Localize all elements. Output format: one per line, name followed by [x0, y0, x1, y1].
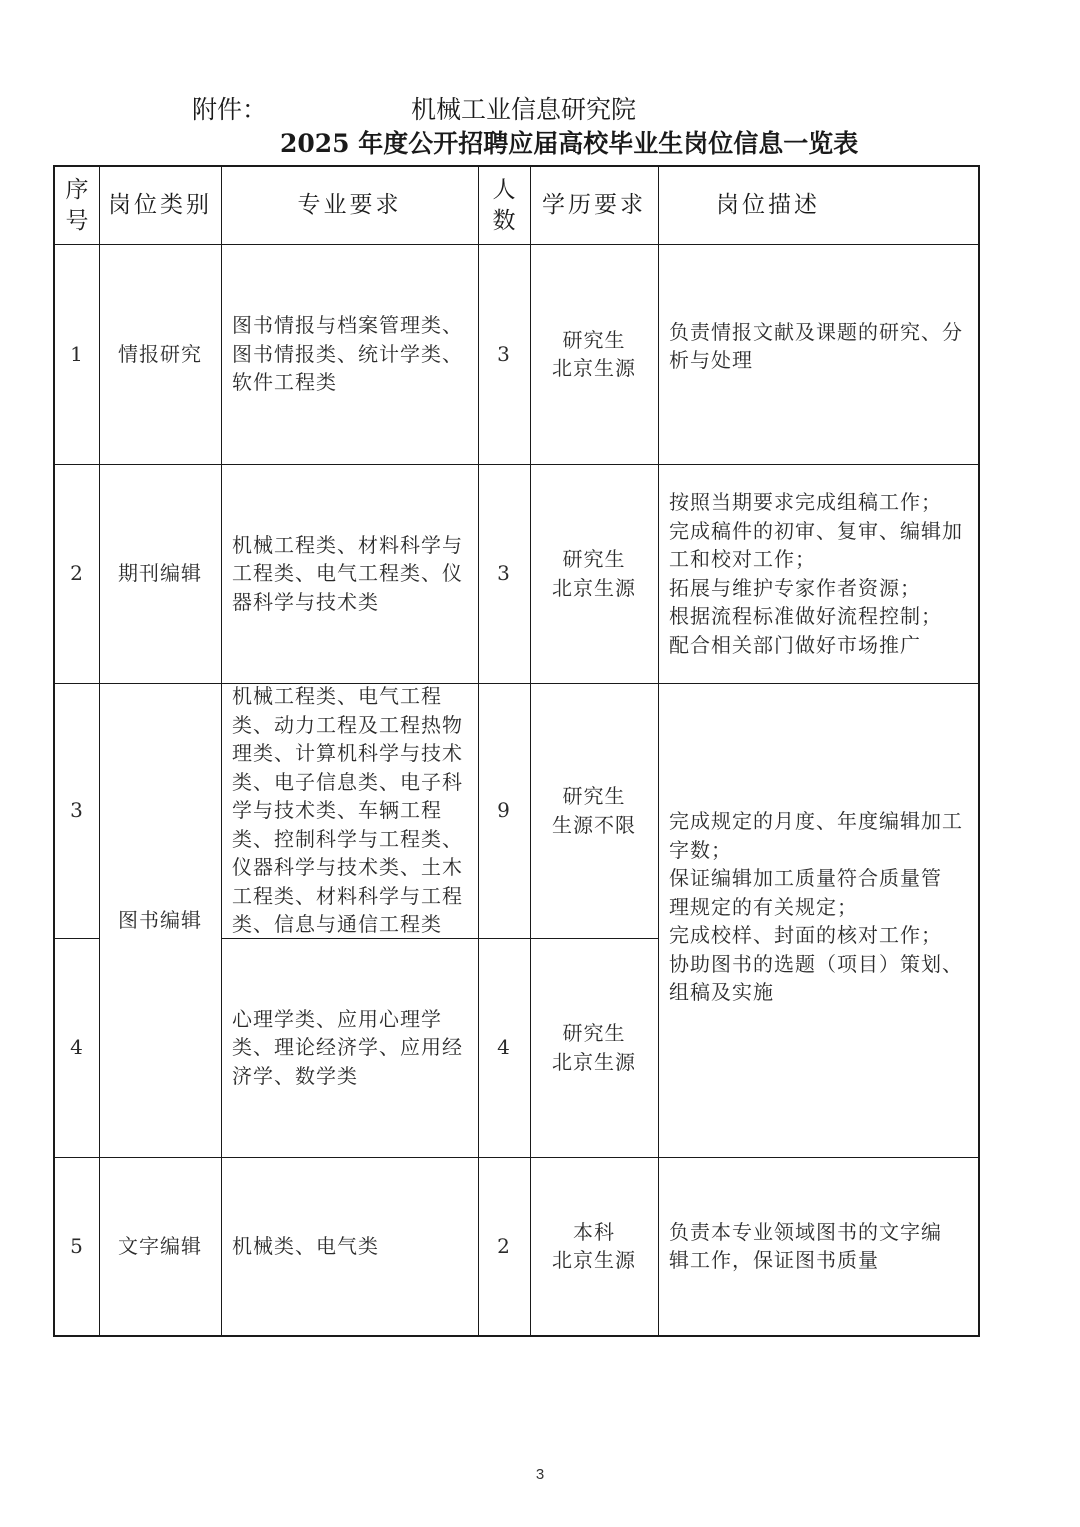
- row1-major: 图书情报与档案管理类、 图书情报类、统计学类、 软件工程类: [232, 313, 463, 395]
- row5-major: 机械类、电气类: [232, 1233, 379, 1258]
- row1-category: 情报研究: [118, 341, 202, 366]
- row4-seq: 4: [70, 1035, 84, 1060]
- row4-education: 研究生 北京生源: [552, 1021, 636, 1074]
- row1-count: 3: [497, 341, 511, 366]
- row1-description: 负责情报文献及课题的研究、分 析与处理: [669, 319, 963, 372]
- header-category: 岗位类别: [108, 192, 212, 219]
- row2-description: 按照当期要求完成组稿工作； 完成稿件的初审、复审、编辑加 工和校对工作； 拓展与维护专家作者资源； 根据流程标准做好流程控制； 配合相关部门做好市场推广: [669, 490, 963, 657]
- row5-category: 文字编辑: [118, 1233, 202, 1258]
- row2-category: 期刊编辑: [118, 561, 202, 586]
- header-seq: 序 号: [65, 176, 89, 234]
- row4-major: 心理学类、应用心理学 类、理论经济学、应用经 济学、数学类: [232, 1006, 463, 1088]
- row1-education: 研究生 北京生源: [552, 327, 636, 380]
- document-title: 2025 年度公开招聘应届高校毕业生岗位信息一览表: [280, 129, 859, 158]
- row3-count: 9: [497, 798, 511, 823]
- header-count: 人 数: [492, 176, 516, 234]
- row3-4-description: 完成规定的月度、年度编辑加工 字数； 保证编辑加工质量符合质量管 理规定的有关规定； 完成校样、封面的核对工作； 协助图书的选题（项目）策划、 组稿及实施: [669, 809, 963, 1005]
- header-description: 岗位描述: [716, 192, 820, 219]
- positions-table: [53, 165, 980, 1337]
- row2-education: 研究生 北京生源: [552, 547, 636, 600]
- page-number: 3: [535, 1466, 545, 1483]
- row2-seq: 2: [70, 561, 84, 586]
- row2-count: 3: [497, 561, 511, 586]
- row5-seq: 5: [70, 1233, 84, 1258]
- row2-major: 机械工程类、材料科学与 工程类、电气工程类、仪 器科学与技术类: [232, 532, 463, 614]
- row3-4-category: 图书编辑: [118, 907, 202, 932]
- organization-name: 机械工业信息研究院: [411, 95, 637, 124]
- header-education: 学历要求: [542, 192, 646, 219]
- row3-education: 研究生 生源不限: [552, 784, 636, 837]
- row5-description: 负责本专业领域图书的文字编 辑工作，保证图书质量: [669, 1219, 942, 1272]
- row5-education: 本科 北京生源: [552, 1219, 636, 1272]
- heading-line: [0, 90, 1080, 124]
- header-major: 专业要求: [297, 192, 402, 219]
- row3-major: 机械工程类、电气工程 类、动力工程及工程热物 理类、计算机科学与技术 类、电子信息类、电子科 学与技术类、车辆工程 类、控制科学与工程类、 仪器科学与技术类、土木 工程类、材料科学与工程 类、信息与通信工程类: [232, 684, 463, 937]
- attachment-label: 附件：: [192, 95, 268, 124]
- row1-seq: 1: [70, 341, 84, 366]
- row3-seq: 3: [70, 798, 84, 823]
- row4-count: 4: [497, 1035, 511, 1060]
- row5-count: 2: [497, 1233, 511, 1258]
